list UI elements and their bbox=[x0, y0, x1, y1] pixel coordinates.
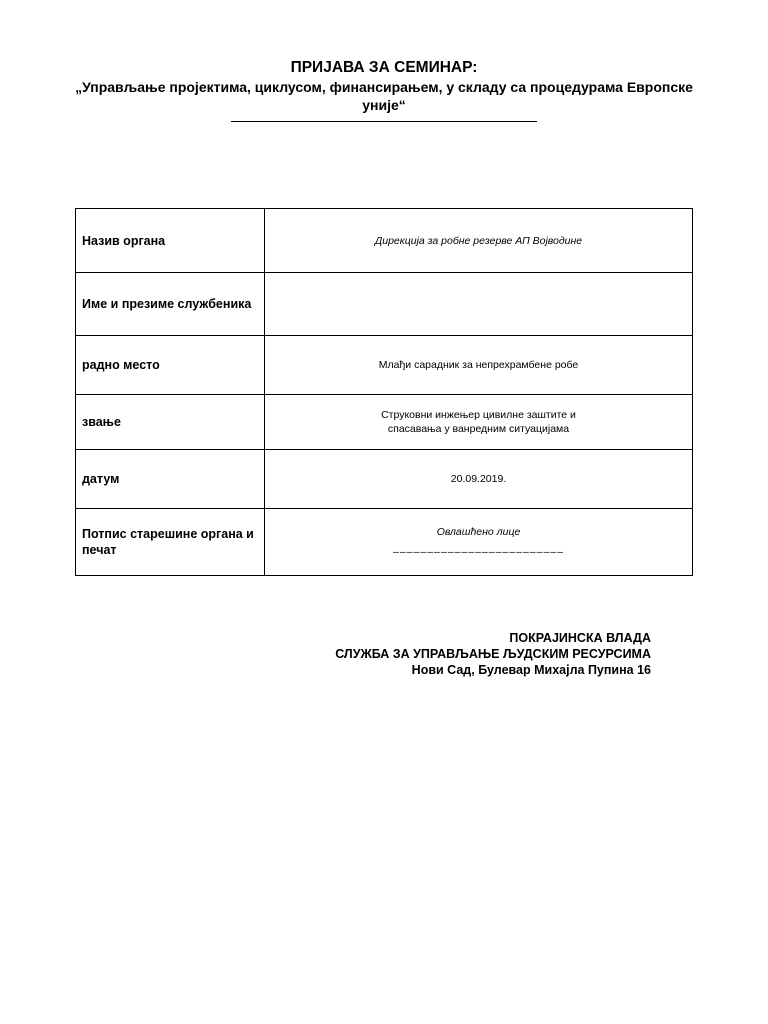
table-row bbox=[76, 395, 693, 450]
authorized-person-label: Овлашћено лице bbox=[436, 526, 521, 538]
field-value-signature bbox=[265, 509, 693, 576]
field-label-organ-name: Назив органа bbox=[76, 209, 265, 273]
document-header bbox=[0, 58, 768, 122]
signature-line: ––––––––––––––––––––––––– bbox=[393, 546, 564, 558]
field-value-organ-name: Дирекција за робне резерве АП Војводине bbox=[265, 209, 693, 273]
field-label-date: датум bbox=[76, 450, 265, 509]
recipient-service: СЛУЖБА ЗА УПРАВЉАЊЕ ЉУДСКИМ РЕСУРСИМА bbox=[335, 647, 651, 661]
title-value-line2: спасавања у ванредним ситуацијама bbox=[387, 423, 570, 435]
title-underline bbox=[231, 121, 537, 122]
recipient-address bbox=[335, 630, 651, 678]
recipient-government: ПОКРАЈИНСКА ВЛАДА bbox=[509, 631, 651, 645]
field-value-title bbox=[265, 395, 693, 450]
field-label-title: звање bbox=[76, 395, 265, 450]
seminar-name: „Управљање пројектима, циклусом, финансирањем, у складу са процедурама Европске уније“ bbox=[75, 79, 693, 113]
field-label-signature: Потпис старешине органа и печат bbox=[76, 509, 265, 576]
table-row bbox=[76, 336, 693, 395]
application-form-table bbox=[75, 208, 693, 576]
field-label-position: радно место bbox=[76, 336, 265, 395]
table-row bbox=[76, 509, 693, 576]
title-value-line1: Струковни инжењер цивилне заштите и bbox=[381, 409, 576, 421]
table-row bbox=[76, 209, 693, 273]
field-value-date: 20.09.2019. bbox=[265, 450, 693, 509]
table-row bbox=[76, 273, 693, 336]
recipient-address-line: Нови Сад, Булевар Михајла Пупина 16 bbox=[411, 663, 651, 677]
table-row bbox=[76, 450, 693, 509]
document-title: ПРИЈАВА ЗА СЕМИНАР: bbox=[290, 59, 478, 76]
field-value-employee-name[interactable] bbox=[265, 273, 693, 336]
field-value-position: Млађи сарадник за непрехрамбене робе bbox=[265, 336, 693, 395]
field-label-employee-name: Име и презиме службеника bbox=[76, 273, 265, 336]
